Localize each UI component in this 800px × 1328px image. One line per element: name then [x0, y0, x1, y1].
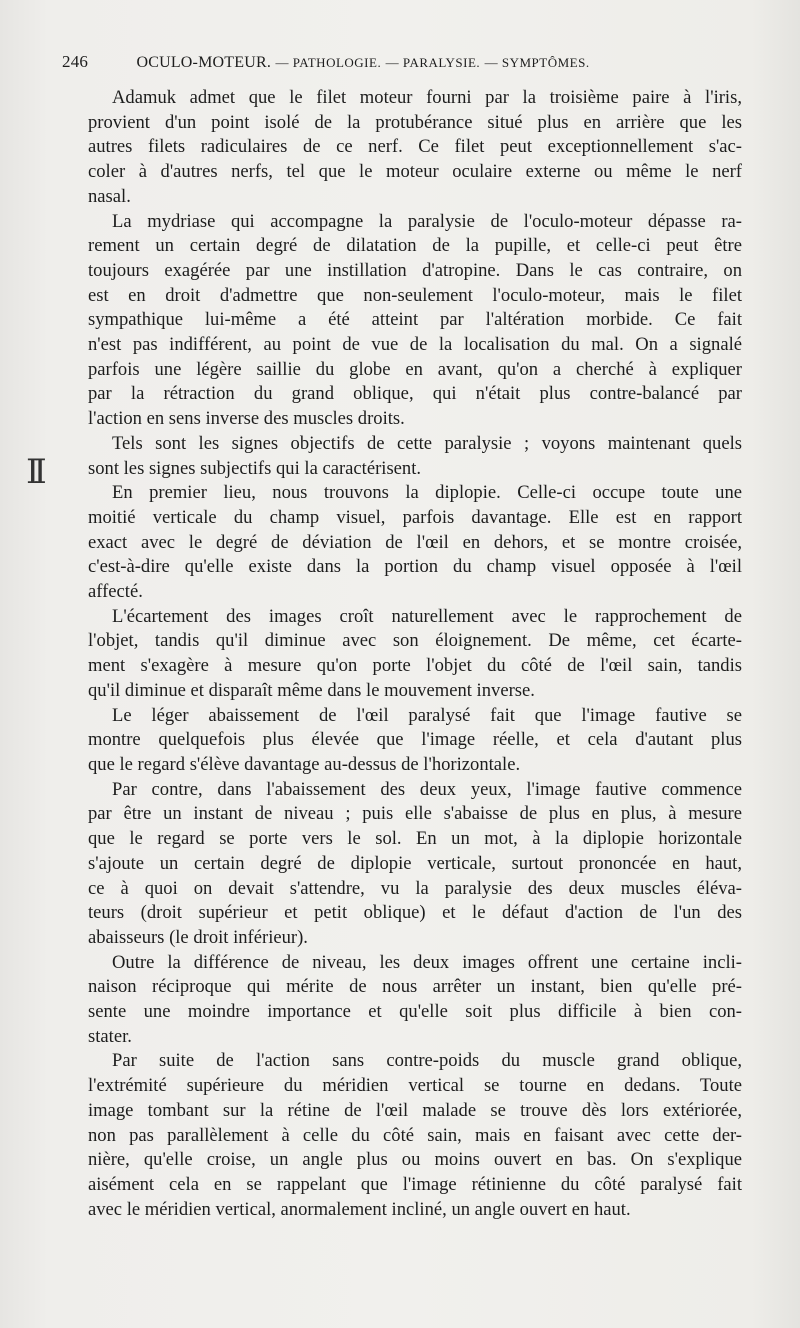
text-line: rement un certain degré de dilatation de la pupille, et celle-ci peut être [88, 235, 742, 257]
text-line: teurs (droit supérieur et petit oblique) et le défaut d'action de l'un des [88, 902, 742, 924]
text-line: sont les signes subjectifs qui la caractérisent. [88, 457, 422, 479]
paragraph [64, 704, 742, 778]
text-line: non pas parallèlement à celle du côté sain, mais en faisant avec cette der- [88, 1124, 742, 1146]
text-line: Adamuk admet que le filet moteur fourni par la troisième paire à l'iris, [112, 87, 742, 108]
text-line: l'objet, tandis qu'il diminue avec son éloignement. De même, cet écarte- [88, 630, 742, 652]
text-line: qu'il diminue et disparaît même dans le mouvement inverse. [88, 679, 535, 701]
text-line: autres filets radiculaires de ce nerf. Ce filet peut exceptionnellement s'ac- [88, 136, 742, 158]
page-number: 246 [62, 52, 89, 71]
running-header [62, 52, 682, 72]
text-line: toujours exagérée par une instillation d'atropine. Dans le cas contraire, on [88, 259, 742, 281]
text-line: nasal. [88, 185, 131, 207]
text-line: Par suite de l'action sans contre-poids du muscle grand oblique, [112, 1050, 742, 1072]
text-line: provient d'un point isolé de la protubérance situé plus en arrière que les [88, 111, 742, 133]
text-line: moitié verticale du champ visuel, parfois davantage. Elle est en rapport [88, 506, 742, 528]
text-line: image tombant sur la rétine de l'œil malade se trouve dès lors extériorée, [88, 1099, 742, 1121]
header-title: OCULO-MOTEUR. [136, 54, 272, 71]
text-line: s'ajoute un certain degré de diplopie verticale, surtout prononcée en haut, [88, 852, 742, 874]
text-line: ce à quoi on devait s'attendre, vu la paralysie des deux muscles éléva- [88, 877, 742, 899]
text-line: montre quelquefois plus élevée que l'image réelle, et cela d'autant plus [88, 729, 742, 751]
text-line: exact avec le degré de déviation de l'œil en dehors, et se montre croisée, [88, 531, 742, 553]
text-line: aisément cela en se rappelant que l'image rétinienne du côté paralysé fait [88, 1173, 742, 1195]
paragraph [64, 1049, 742, 1222]
text-line: l'action en sens inverse des muscles droits. [88, 408, 405, 430]
header-section-3: — SYMPTÔMES. [484, 55, 590, 70]
text-line: par être un instant de niveau ; puis elle s'abaisse de plus en plus, à mesure [88, 803, 742, 825]
header-section-2: — PARALYSIE. [385, 55, 481, 70]
text-line: avec le méridien vertical, anormalement incliné, un angle ouvert en haut. [88, 1198, 631, 1220]
text-line: c'est-à-dire qu'elle existe dans la portion du champ visuel opposée à l'œil [88, 556, 742, 578]
header-section-1: — PATHOLOGIE. [275, 55, 382, 70]
text-line: En premier lieu, nous trouvons la diplopie. Celle-ci occupe toute une [112, 482, 742, 504]
text-line: nière, qu'elle croise, un angle plus ou moins ouvert en bas. On s'explique [88, 1149, 742, 1171]
paragraph [64, 481, 742, 605]
handwritten-margin-note: II [26, 452, 41, 492]
text-line: Par contre, dans l'abaissement des deux yeux, l'image fautive commence [112, 778, 742, 800]
text-line: La mydriase qui accompagne la paralysie de l'oculo-moteur dépasse ra- [112, 210, 742, 232]
text-line: L'écartement des images croît naturellement avec le rapprochement de [112, 605, 742, 627]
text-line: l'extrémité supérieure du méridien vertical se tourne en dedans. Toute [88, 1075, 742, 1097]
text-line: sente une moindre importance et qu'elle soit plus difficile à bien con- [88, 1001, 742, 1023]
body-text [64, 86, 742, 1222]
paragraph [64, 432, 742, 481]
text-line: sympathique lui-même a été atteint par l'altération morbide. Ce fait [88, 309, 742, 331]
text-line: stater. [88, 1025, 132, 1047]
paragraph [64, 210, 742, 432]
paragraph [64, 605, 742, 704]
text-line: ment s'exagère à mesure qu'on porte l'objet du côté de l'œil sain, tandis [88, 655, 742, 677]
text-line: par la rétraction du grand oblique, qui n'était plus contre-balancé par [88, 383, 742, 405]
paragraph [64, 86, 742, 210]
text-line: naison réciproque qui mérite de nous arrêter un instant, bien qu'elle pré- [88, 976, 742, 998]
paragraph [64, 778, 742, 951]
text-line: affecté. [88, 581, 143, 603]
text-line: n'est pas indifférent, au point de vue de la localisation du mal. On a signalé [88, 334, 742, 356]
text-line: que le regard s'élève davantage au-dessus de l'horizontale. [88, 753, 521, 775]
text-line: coler à d'autres nerfs, tel que le moteur oculaire externe ou même le nerf [88, 161, 742, 183]
text-line: que le regard se porte vers le sol. En un mot, à la diplopie horizontale [88, 828, 742, 850]
text-line: abaisseurs (le droit inférieur). [88, 926, 308, 948]
text-line: Outre la différence de niveau, les deux images offrent une certaine incli- [112, 951, 742, 973]
text-line: Le léger abaissement de l'œil paralysé fait que l'image fautive se [112, 704, 742, 726]
text-line: parfois une légère saillie du globe en avant, qu'on a cherché à expliquer [88, 358, 742, 380]
paragraph [64, 951, 742, 1050]
text-line: est en droit d'admettre que non-seulement l'oculo-moteur, mais le filet [88, 284, 742, 306]
text-line: Tels sont les signes objectifs de cette paralysie ; voyons maintenant quels [112, 432, 742, 454]
